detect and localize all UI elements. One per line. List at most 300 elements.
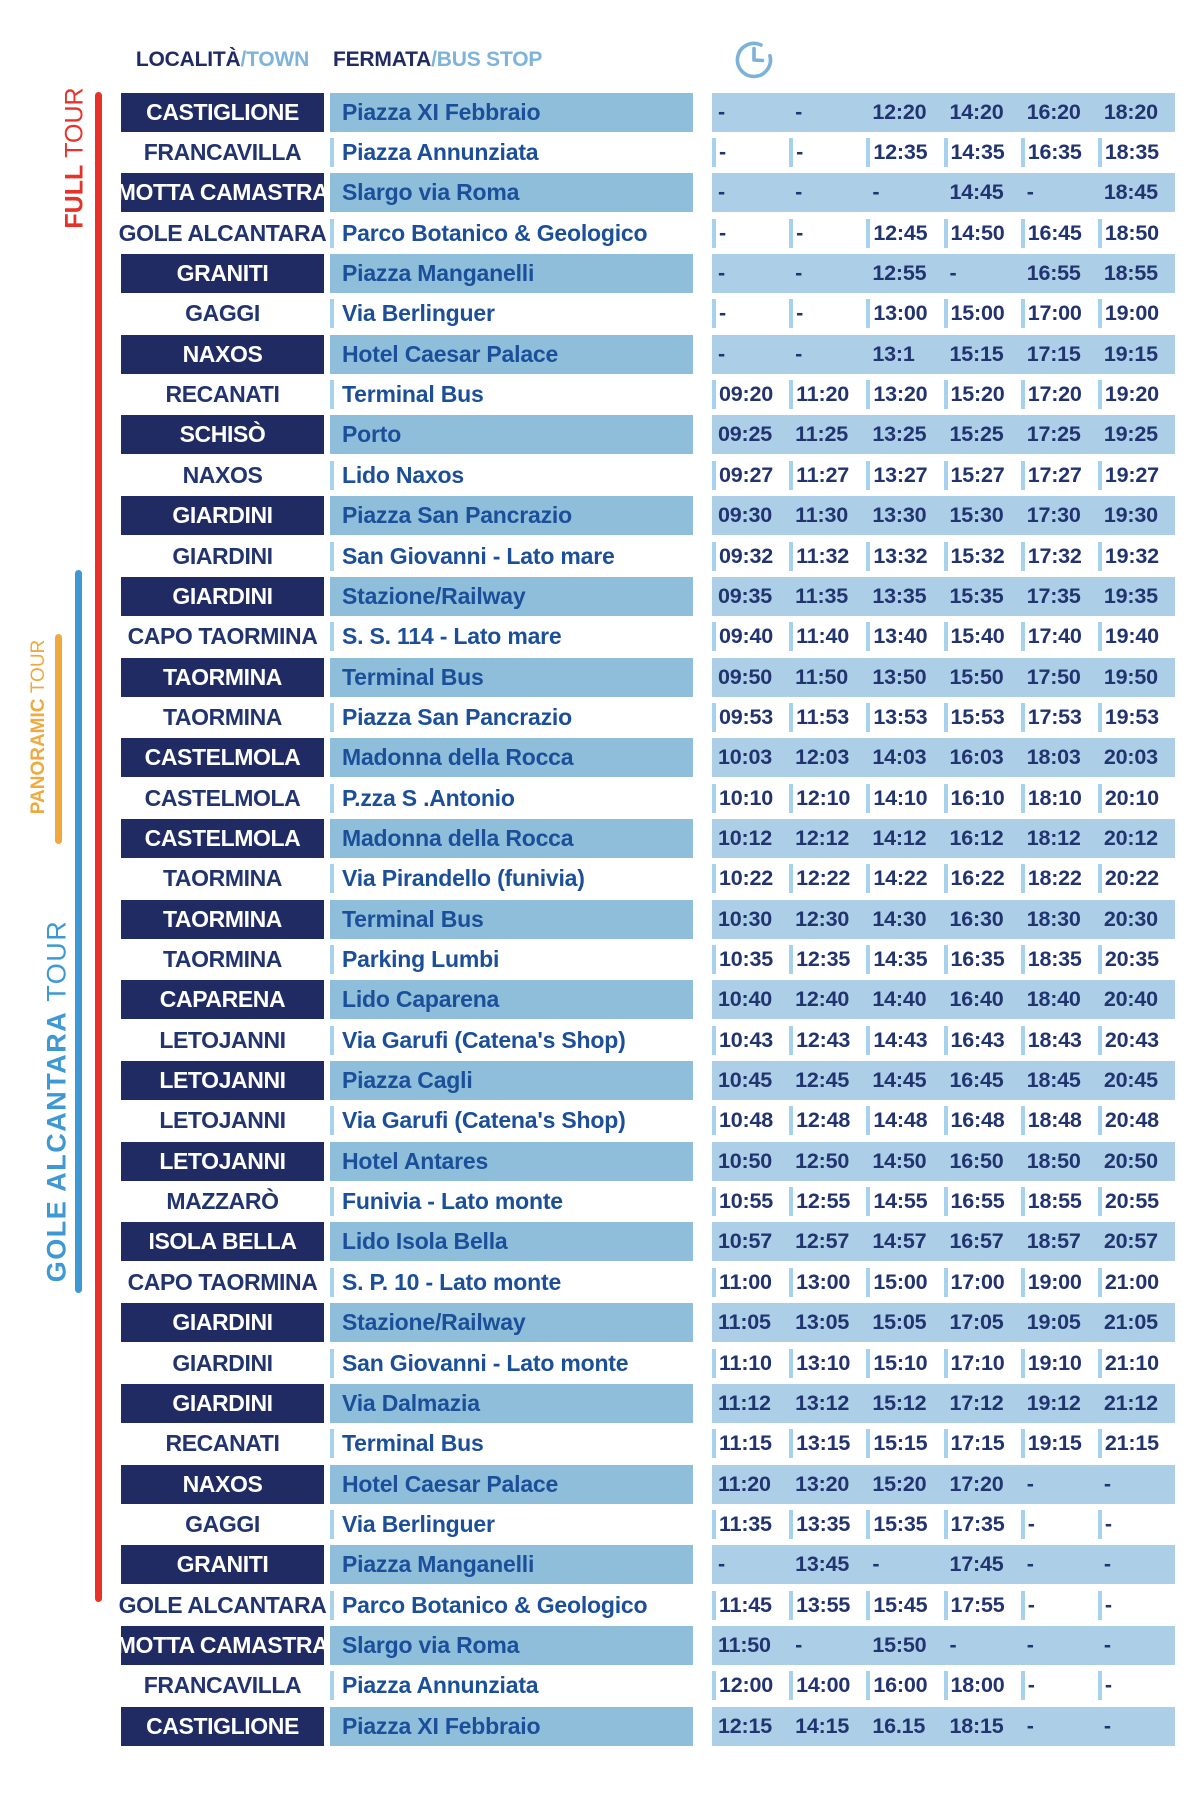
gole-alcantara-tour-label <box>42 920 73 1283</box>
time-cell: 18:43 <box>1021 1026 1098 1055</box>
time-cell: 20:45 <box>1103 1068 1158 1093</box>
time-cell: 09:53 <box>712 703 789 732</box>
time-cell: 13:00 <box>789 1268 866 1297</box>
times-band <box>712 335 1175 374</box>
table-row <box>121 132 1175 172</box>
table-row <box>121 294 1175 334</box>
time-cell: 12:40 <box>795 987 850 1012</box>
time-cell: 18:48 <box>1021 1106 1098 1135</box>
time-cell: 12:15 <box>718 1713 772 1738</box>
time-cell: 14:50 <box>944 219 1021 248</box>
times-band <box>712 1465 1175 1504</box>
time-cell: - <box>795 99 803 124</box>
time-cell: 16:55 <box>1026 261 1081 286</box>
times-band <box>712 93 1175 132</box>
time-cell: 10:50 <box>718 1148 772 1173</box>
time-cell: 16:45 <box>949 1068 1004 1093</box>
time-cell: 11:40 <box>789 622 866 651</box>
stop-cell: Slargo via Roma <box>330 173 693 212</box>
times-band <box>712 1626 1175 1665</box>
header-bus-stop: /BUS STOP <box>431 48 543 71</box>
table-row <box>121 859 1175 899</box>
time-cell: 17:35 <box>1026 583 1081 608</box>
table-row <box>121 415 1175 455</box>
time-cell: 20:57 <box>1103 1229 1158 1254</box>
time-cell: 11:50 <box>795 664 848 689</box>
time-cell: 18:15 <box>949 1713 1004 1738</box>
time-cell: 18:30 <box>1026 906 1081 931</box>
time-cell: 11:15 <box>712 1429 789 1458</box>
time-cell: 20:35 <box>1098 945 1175 974</box>
time-cell: 11:35 <box>712 1510 789 1539</box>
time-cell: - <box>872 180 880 205</box>
time-cell: 13:45 <box>795 1552 850 1577</box>
time-cell: 14:03 <box>872 745 927 770</box>
time-cell: - <box>1098 1591 1175 1620</box>
time-cell: 17:53 <box>1021 703 1098 732</box>
time-cell: - <box>1103 1552 1111 1577</box>
time-cell: 17:12 <box>949 1390 1004 1415</box>
stop-cell: Piazza XI Febbraio <box>330 1707 693 1746</box>
time-cell: - <box>1026 1552 1034 1577</box>
time-cell: 21:05 <box>1103 1310 1158 1335</box>
times-band <box>712 1707 1175 1746</box>
time-cell: 14:50 <box>872 1148 927 1173</box>
stop-cell: Terminal Bus <box>330 380 693 409</box>
time-cell: 12:45 <box>866 219 943 248</box>
town-cell: RECANATI <box>165 381 280 408</box>
times-band <box>712 784 1175 813</box>
time-cell: 18:40 <box>1026 987 1081 1012</box>
time-cell: 09:27 <box>712 461 789 490</box>
time-cell: 11:00 <box>712 1268 789 1297</box>
time-cell: 09:40 <box>712 622 789 651</box>
times-band <box>712 900 1175 939</box>
time-cell: - <box>1026 1713 1034 1738</box>
time-cell: 19:25 <box>1103 422 1158 447</box>
time-cell: 15:35 <box>866 1510 943 1539</box>
time-cell: 20:30 <box>1103 906 1158 931</box>
time-cell: 18:00 <box>944 1671 1021 1700</box>
full-tour-label <box>61 87 90 228</box>
time-cell: 13:15 <box>789 1429 866 1458</box>
time-cell: - <box>712 138 789 167</box>
time-cell: 13:55 <box>789 1591 866 1620</box>
times-band <box>712 173 1175 212</box>
time-cell: 17:45 <box>949 1552 1004 1577</box>
stop-cell: Piazza San Pancrazio <box>330 496 693 535</box>
table-row <box>121 1464 1175 1504</box>
town-cell: NAXOS <box>182 461 263 488</box>
time-cell: - <box>1026 180 1034 205</box>
times-band <box>712 864 1175 893</box>
town-cell: SCHISÒ <box>121 415 324 454</box>
times-band <box>712 461 1175 490</box>
time-cell: 16:55 <box>944 1187 1021 1216</box>
time-cell: 13:10 <box>789 1349 866 1378</box>
stop-cell: Parco Botanico & Geologico <box>330 1591 693 1620</box>
time-cell: - <box>795 261 803 286</box>
time-cell: 17:15 <box>944 1429 1021 1458</box>
time-cell: 11:10 <box>712 1349 789 1378</box>
time-cell: 17:50 <box>1026 664 1081 689</box>
time-cell: 20:10 <box>1098 784 1175 813</box>
time-cell: 17:05 <box>949 1310 1004 1335</box>
time-cell: 10:57 <box>718 1229 772 1254</box>
table-row <box>121 1262 1175 1302</box>
times-band <box>712 542 1175 571</box>
time-cell: 13:35 <box>872 583 927 608</box>
time-cell: 10:35 <box>712 945 789 974</box>
table-row <box>121 253 1175 293</box>
stop-cell: Piazza Annunziata <box>330 138 693 167</box>
time-cell: 15:20 <box>872 1471 927 1496</box>
time-cell: 14:10 <box>866 784 943 813</box>
time-cell: 11:53 <box>789 703 866 732</box>
time-cell: 16:48 <box>944 1106 1021 1135</box>
town-cell: TAORMINA <box>162 703 283 730</box>
town-cell: FRANCAVILLA <box>143 1672 302 1699</box>
time-cell: 18:50 <box>1098 219 1175 248</box>
stop-cell: Piazza San Pancrazio <box>330 703 693 732</box>
time-cell: - <box>718 180 725 205</box>
time-cell: 19:53 <box>1098 703 1175 732</box>
time-cell: 21:10 <box>1098 1349 1175 1378</box>
time-cell: 19:05 <box>1026 1310 1081 1335</box>
stop-cell: Terminal Bus <box>330 900 693 939</box>
table-row <box>121 778 1175 818</box>
town-cell: CASTELMOLA <box>121 738 324 777</box>
time-cell: 17:35 <box>944 1510 1021 1539</box>
time-cell: 15:15 <box>949 341 1004 366</box>
time-cell: 19:10 <box>1021 1349 1098 1378</box>
time-cell: 14:12 <box>872 825 927 850</box>
time-cell: 14:45 <box>949 180 1004 205</box>
times-band <box>712 1187 1175 1216</box>
time-cell: 15:35 <box>949 583 1004 608</box>
stop-cell: Funivia - Lato monte <box>330 1187 693 1216</box>
time-cell: 15:05 <box>872 1310 927 1335</box>
stop-cell: Madonna della Rocca <box>330 819 693 858</box>
town-cell: GIARDINI <box>121 577 324 616</box>
time-cell: 10:55 <box>712 1187 789 1216</box>
time-cell: 14:43 <box>866 1026 943 1055</box>
time-cell: 11:30 <box>795 503 848 528</box>
time-cell: 16:03 <box>949 745 1004 770</box>
stop-cell: Piazza Cagli <box>330 1061 693 1100</box>
table-row <box>116 173 1175 213</box>
header-town: /TOWN <box>240 48 310 71</box>
time-cell: 17:30 <box>1026 503 1081 528</box>
table-row <box>121 1020 1175 1060</box>
time-cell: 20:03 <box>1103 745 1158 770</box>
time-cell: 13:53 <box>866 703 943 732</box>
time-cell: 10:48 <box>712 1106 789 1135</box>
time-cell: 18:20 <box>1103 99 1158 124</box>
time-cell: 18:45 <box>1103 180 1158 205</box>
town-cell: GIARDINI <box>172 1349 273 1376</box>
table-row <box>118 1585 1175 1625</box>
time-cell: 15:10 <box>866 1349 943 1378</box>
time-cell: 14:45 <box>872 1068 927 1093</box>
table-row <box>121 1343 1175 1383</box>
times-band <box>712 1222 1175 1261</box>
panoramic-tour-line <box>55 634 62 844</box>
stop-cell: Lido Naxos <box>330 461 693 490</box>
column-header-stop <box>333 46 542 74</box>
stop-cell: Porto <box>330 415 693 454</box>
time-cell: 13:00 <box>866 299 943 328</box>
time-cell: 15:53 <box>944 703 1021 732</box>
town-cell: GOLE ALCANTARA <box>118 219 327 246</box>
time-cell: 15:00 <box>866 1268 943 1297</box>
times-band <box>712 219 1175 248</box>
time-cell: 12:20 <box>872 99 927 124</box>
time-cell: - <box>1021 1591 1098 1620</box>
stop-cell: Lido Caparena <box>330 980 693 1019</box>
time-cell: 13:20 <box>795 1471 850 1496</box>
time-cell: 12:55 <box>789 1187 866 1216</box>
time-cell: 11:12 <box>718 1390 771 1415</box>
time-cell: 15:27 <box>944 461 1021 490</box>
table-row <box>121 899 1175 939</box>
clock-icon <box>733 39 775 81</box>
time-cell: 17:15 <box>1026 341 1081 366</box>
time-cell: 14:35 <box>866 945 943 974</box>
table-row <box>121 697 1175 737</box>
time-cell: 16:45 <box>1021 219 1098 248</box>
time-cell: 14:40 <box>872 987 927 1012</box>
full-tour-line <box>95 92 102 1602</box>
time-cell: 14:55 <box>866 1187 943 1216</box>
town-cell: CAPO TAORMINA <box>127 623 318 650</box>
time-cell: - <box>1103 1632 1111 1657</box>
time-cell: 11:50 <box>718 1632 771 1657</box>
time-cell: 09:35 <box>718 583 772 608</box>
times-band <box>712 1349 1175 1378</box>
time-cell: 13:35 <box>789 1510 866 1539</box>
table-row <box>121 1545 1175 1585</box>
town-cell: MOTTA CAMASTRA <box>121 1626 324 1665</box>
town-cell: GOLE ALCANTARA <box>118 1591 327 1618</box>
time-cell: 17:20 <box>949 1471 1004 1496</box>
time-cell: 15:45 <box>866 1591 943 1620</box>
time-cell: 09:32 <box>712 542 789 571</box>
gole-alcantara-tour-label-sub: TOUR <box>41 919 72 1002</box>
table-row <box>121 455 1175 495</box>
times-band <box>712 1268 1175 1297</box>
timetable-rows <box>116 92 1175 1747</box>
table-row <box>121 657 1175 697</box>
town-cell: GIARDINI <box>172 542 273 569</box>
time-cell: 15:50 <box>872 1632 927 1657</box>
time-cell: 14:20 <box>949 99 1004 124</box>
time-cell: 10:45 <box>718 1068 772 1093</box>
stop-cell: Via Pirandello (funivia) <box>330 864 693 893</box>
time-cell: 19:00 <box>1098 299 1175 328</box>
time-cell: 15:12 <box>872 1390 927 1415</box>
stop-cell: P.zza S .Antonio <box>330 784 693 813</box>
time-cell: 17:20 <box>1021 380 1098 409</box>
full-tour-label-main: FULL <box>60 164 89 229</box>
times-band <box>712 299 1175 328</box>
time-cell: - <box>1098 1671 1175 1700</box>
table-row <box>121 818 1175 858</box>
table-row <box>121 1181 1175 1221</box>
time-cell: 21:00 <box>1098 1268 1175 1297</box>
table-row <box>116 1625 1175 1665</box>
time-cell: 12:48 <box>789 1106 866 1135</box>
time-cell: 16:50 <box>949 1148 1004 1173</box>
table-row <box>118 213 1175 253</box>
time-cell: - <box>718 261 725 286</box>
time-cell: 14:48 <box>866 1106 943 1135</box>
time-cell: 17:25 <box>1026 422 1081 447</box>
time-cell: 09:20 <box>712 380 789 409</box>
time-cell: 16.15 <box>872 1713 926 1738</box>
time-cell: 19:32 <box>1098 542 1175 571</box>
town-cell: TAORMINA <box>121 658 324 697</box>
time-cell: 13:25 <box>872 422 927 447</box>
time-cell: - <box>1021 1510 1098 1539</box>
stop-cell: Hotel Antares <box>330 1142 693 1181</box>
table-row <box>121 1303 1175 1343</box>
stop-cell: Via Garufi (Catena's Shop) <box>330 1026 693 1055</box>
town-cell: ISOLA BELLA <box>121 1222 324 1261</box>
time-cell: 16:00 <box>866 1671 943 1700</box>
town-cell: GRANITI <box>121 1545 324 1584</box>
stop-cell: Piazza Manganelli <box>330 1545 693 1584</box>
stop-cell: S. S. 114 - Lato mare <box>330 622 693 651</box>
times-band <box>712 138 1175 167</box>
times-band <box>712 415 1175 454</box>
times-band <box>712 980 1175 1019</box>
time-cell: 19:15 <box>1021 1429 1098 1458</box>
time-cell: 13:20 <box>866 380 943 409</box>
stop-cell: San Giovanni - Lato mare <box>330 542 693 571</box>
time-cell: 20:22 <box>1098 864 1175 893</box>
table-row <box>121 536 1175 576</box>
town-cell: GRANITI <box>121 254 324 293</box>
stop-cell: Piazza Manganelli <box>330 254 693 293</box>
times-band <box>712 1591 1175 1620</box>
table-row <box>121 617 1175 657</box>
town-cell: CASTIGLIONE <box>121 1707 324 1746</box>
time-cell: - <box>1026 1632 1034 1657</box>
time-cell: 18:50 <box>1026 1148 1081 1173</box>
table-row <box>121 1424 1175 1464</box>
time-cell: 09:25 <box>718 422 772 447</box>
time-cell: 10:22 <box>712 864 789 893</box>
table-row <box>121 1101 1175 1141</box>
town-cell: CASTIGLIONE <box>121 93 324 132</box>
town-cell: GIARDINI <box>121 496 324 535</box>
time-cell: - <box>872 1552 880 1577</box>
times-band <box>712 819 1175 858</box>
time-cell: - <box>718 341 725 366</box>
stop-cell: Piazza Annunziata <box>330 1671 693 1700</box>
town-cell: FRANCAVILLA <box>143 139 302 166</box>
time-cell: - <box>795 1632 803 1657</box>
stop-cell: Stazione/Railway <box>330 577 693 616</box>
panoramic-tour-label-main: PANORAMIC <box>28 698 49 815</box>
panoramic-tour-label <box>28 640 50 815</box>
time-cell: 18:10 <box>1021 784 1098 813</box>
table-row <box>121 334 1175 374</box>
table-row <box>121 1504 1175 1544</box>
town-cell: NAXOS <box>121 335 324 374</box>
time-cell: 15:25 <box>949 422 1004 447</box>
stop-cell: Lido Isola Bella <box>330 1222 693 1261</box>
town-cell: TAORMINA <box>162 865 283 892</box>
time-cell: 19:20 <box>1098 380 1175 409</box>
time-cell: 12:43 <box>789 1026 866 1055</box>
time-cell: 17:40 <box>1021 622 1098 651</box>
time-cell: 16:40 <box>949 987 1004 1012</box>
time-cell: 18:12 <box>1026 825 1081 850</box>
time-cell: 13:32 <box>866 542 943 571</box>
town-cell: MAZZARÒ <box>166 1188 279 1215</box>
times-band <box>712 496 1175 535</box>
time-cell: 19:12 <box>1026 1390 1081 1415</box>
stop-cell: Madonna della Rocca <box>330 738 693 777</box>
time-cell: 15:30 <box>949 503 1004 528</box>
town-cell: GIARDINI <box>121 1303 324 1342</box>
time-cell: 14:22 <box>866 864 943 893</box>
time-cell: 18:45 <box>1026 1068 1081 1093</box>
stop-cell: Via Berlinguer <box>330 1510 693 1539</box>
time-cell: 16:20 <box>1026 99 1081 124</box>
town-cell: CASTELMOLA <box>121 819 324 858</box>
time-cell: 19:15 <box>1103 341 1158 366</box>
time-cell: 17:00 <box>944 1268 1021 1297</box>
times-band <box>712 622 1175 651</box>
time-cell: - <box>712 219 789 248</box>
time-cell: 18:57 <box>1026 1229 1081 1254</box>
times-band <box>712 1545 1175 1584</box>
time-cell: 18:35 <box>1021 945 1098 974</box>
time-cell: 10:03 <box>718 745 772 770</box>
time-cell: 11:20 <box>789 380 866 409</box>
table-row <box>121 1060 1175 1100</box>
time-cell: 17:32 <box>1021 542 1098 571</box>
time-cell: 17:10 <box>944 1349 1021 1378</box>
time-cell: - <box>795 180 803 205</box>
time-cell: 20:48 <box>1098 1106 1175 1135</box>
time-cell: 12:30 <box>795 906 850 931</box>
time-cell: 14:35 <box>944 138 1021 167</box>
time-cell: 20:50 <box>1103 1148 1158 1173</box>
time-cell: 12:50 <box>795 1148 850 1173</box>
town-cell: CASTELMOLA <box>144 784 301 811</box>
stop-cell: Via Dalmazia <box>330 1384 693 1423</box>
time-cell: - <box>718 1552 725 1577</box>
time-cell: 12:57 <box>795 1229 850 1254</box>
time-cell: 15:20 <box>944 380 1021 409</box>
time-cell: - <box>949 1632 957 1657</box>
table-row <box>121 92 1175 132</box>
time-cell: 10:43 <box>712 1026 789 1055</box>
time-cell: 16:12 <box>949 825 1004 850</box>
town-cell: GAGGI <box>185 300 260 327</box>
time-cell: 11:27 <box>789 461 866 490</box>
times-band <box>712 1061 1175 1100</box>
time-cell: 15:32 <box>944 542 1021 571</box>
time-cell: - <box>1021 1671 1098 1700</box>
time-cell: 14:00 <box>789 1671 866 1700</box>
time-cell: 16:10 <box>944 784 1021 813</box>
time-cell: 11:32 <box>789 542 866 571</box>
